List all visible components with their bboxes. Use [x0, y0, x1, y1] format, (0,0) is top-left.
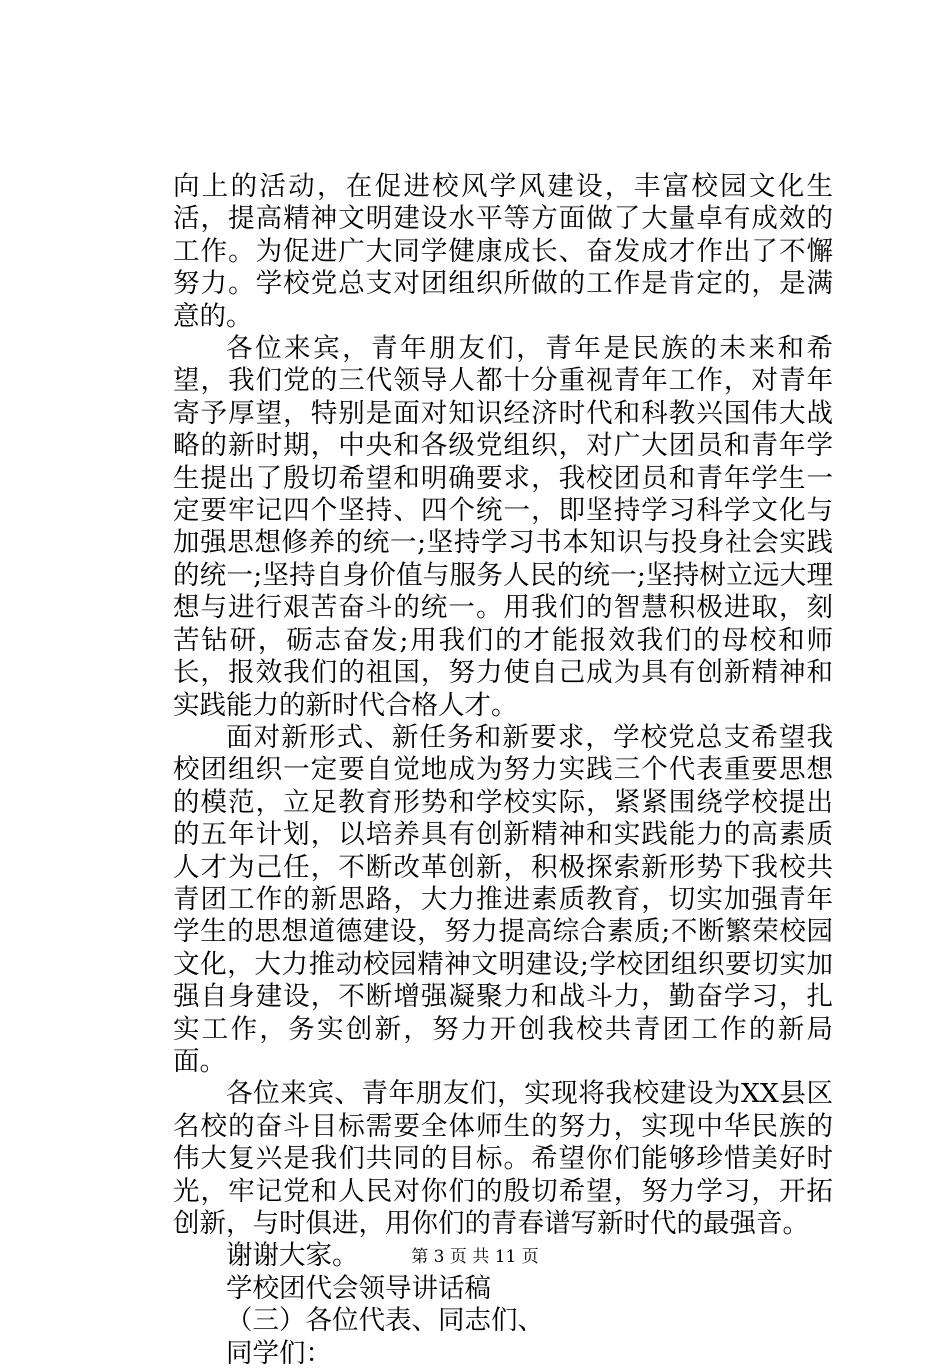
paragraph: 面对新形式、新任务和新要求，学校党总支希望我校团组织一定要自觉地成为努力实践三个代表重要思想的模范，立足教育形势和学校实际，紧紧围绕学校提出的五年计划，以培养具有创新精神和实践能力的高素质人才为己任，不断改革创新，积极探索新形势下我校共青团工作的新思路，大力推进素质教育，切实加强青年学生的思想道德建设，努力提高综合素质;不断繁荣校园文化，大力推动校园精神文明建设;学校团组织要切实加强自身建设，不断增强凝聚力和战斗力，勤奋学习，扎实工作，务实创新，努力开创我校共青团工作的新局面。 [173, 721, 833, 1077]
paragraph: 各位来宾，青年朋友们，青年是民族的未来和希望，我们党的三代领导人都十分重视青年工作，对青年寄予厚望，特别是面对知识经济时代和科教兴国伟大战略的新时期，中央和各级党组织，对广大团员和青年学生提出了殷切希望和明确要求，我校团员和青年学生一定要牢记四个坚持、四个统一，即坚持学习科学文化与加强思想修养的统一;坚持学习书本知识与投身社会实践的统一;坚持自身价值与服务人民的统一;坚持树立远大理想与进行艰苦奋斗的统一。用我们的智慧积极进取，刻苦钻研，砺志奋发;用我们的才能报效我们的母校和师长，报效我们的祖国，努力使自己成为具有创新精神和实践能力的新时代合格人才。 [173, 333, 833, 721]
salutation-line: 同学们： [226, 1337, 332, 1369]
salutation-line: （三）各位代表、同志们、 [226, 1305, 544, 1337]
section-title: 学校团代会领导讲话稿 [226, 1272, 491, 1304]
closing-line: 谢谢大家。 [226, 1240, 359, 1272]
paragraph: 各位来宾、青年朋友们，实现将我校建设为XX县区名校的奋斗目标需要全体师生的努力，实现中华民族的伟大复兴是我们共同的目标。希望你们能够珍惜美好时光，牢记党和人民对你们的殷切希望，努力学习，开拓创新，与时俱进，用你们的青春谱写新时代的最强音。 [173, 1078, 833, 1239]
document-body [173, 171, 833, 1370]
paragraph: 向上的活动，在促进校风学风建设，丰富校园文化生活，提高精神文明建设水平等方面做了大量卓有成效的工作。为促进广大同学健康成长、奋发成才作出了不懈努力。学校党总支对团组织所做的工作是肯定的，是满意的。 [173, 171, 833, 332]
page-number-footer: 第 3 页 共 11 页 [411, 1247, 539, 1267]
